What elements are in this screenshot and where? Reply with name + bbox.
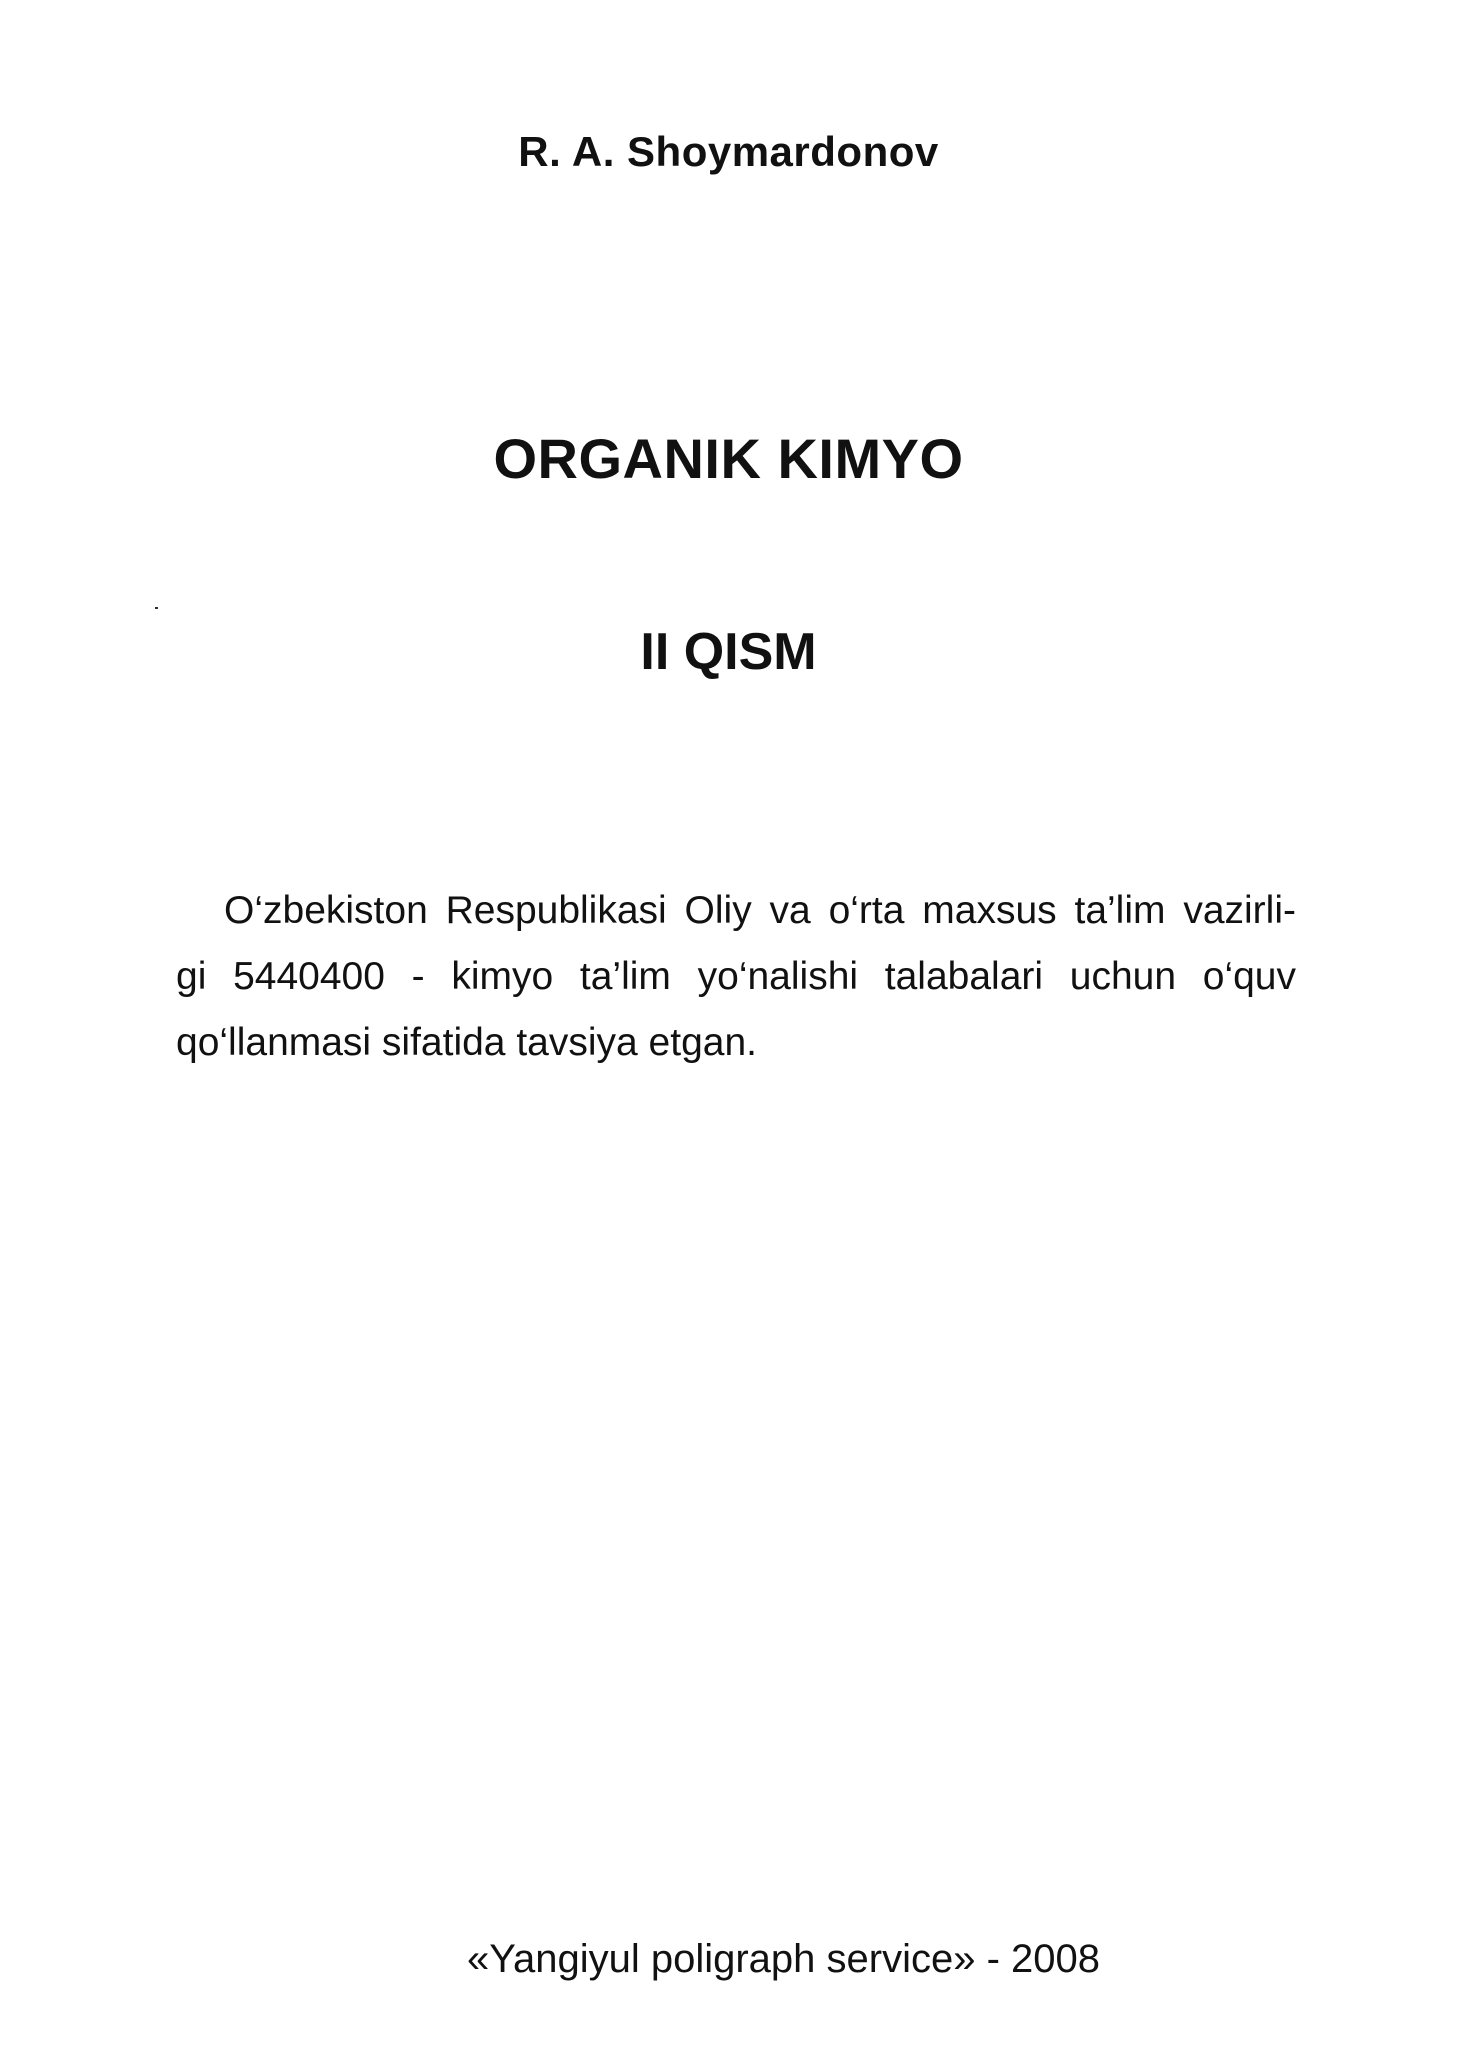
author-name: R. A. Shoymardonov xyxy=(518,128,939,175)
recommendation-line: qo‘llanmasi sifatida tavsiya etgan. xyxy=(176,1021,757,1064)
recommendation-paragraph xyxy=(176,878,1296,1076)
recommendation-line: gi 5440400 - kimyo ta’lim yo‘nalishi talabalari uchun o‘quv xyxy=(176,955,1296,998)
part-label: II QISM xyxy=(640,623,817,681)
book-title: ORGANIK KIMYO xyxy=(493,427,964,490)
publisher-imprint: «Yangiyul poligraph service» - 2008 xyxy=(467,1937,1100,1981)
scan-speck xyxy=(155,607,158,609)
recommendation-line: O‘zbekiston Respublikasi Oliy va o‘rta maxsus ta’lim vazirli- xyxy=(224,889,1296,932)
